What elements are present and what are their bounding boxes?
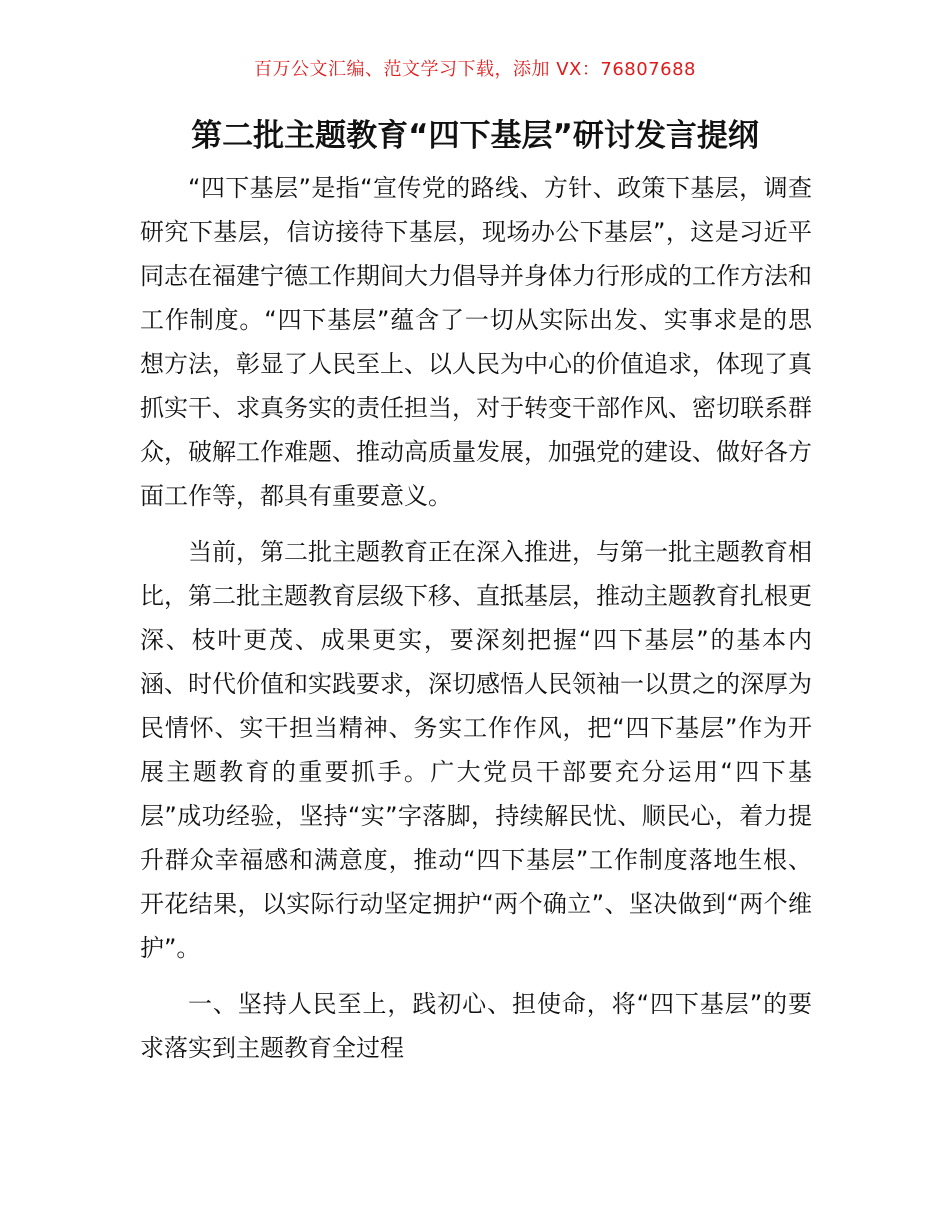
document-title: 第二批主题教育“四下基层”研讨发言提纲 (191, 118, 759, 154)
paragraph-context: 当前，第二批主题教育正在深入推进，与第一批主题教育相比，第二批主题教育层级下移、直抵基层，推动主题教育扎根更深、枝叶更茂、成果更实，要深刻把握“四下基层”的基本内涵、时代价值和实践要求，深切感悟人民领袖一以贯之的深厚为民情怀、实干担当精神、务实工作作风，把“四下基层”作为开展主题教育的重要抓手。广大党员干部要充分运用“四下基层”成功经验，坚持“实”字落脚，持续解民忧、顺民心，着力提升群众幸福感和满意度，推动“四下基层”工作制度落地生根、开花结果，以实际行动坚定拥护“两个确立”、坚决做到“两个维护”。 (140, 538, 812, 962)
paragraph-intro: “四下基层”是指“宣传党的路线、方针、政策下基层，调查研究下基层，信访接待下基层，现场办公下基层”，这是习近平同志在福建宁德工作期间大力倡导并身体力行形成的工作方法和工作制度。“四下基层”蕴含了一切从实际出发、实事求是的思想方法，彰显了人民至上、以人民为中心的价值追求，体现了真抓实干、求真务实的责任担当，对于转变干部作风、密切联系群众，破解工作难题、推动高质量发展，加强党的建设、做好各方面工作等，都具有重要意义。 (140, 174, 812, 510)
section-heading-1: 一、坚持人民至上，践初心、担使命，将“四下基层”的要求落实到主题教育全过程 (140, 990, 812, 1062)
watermark-header: 百万公文汇编、范文学习下载，添加 VX：76807688 (254, 59, 696, 80)
document-body (140, 166, 812, 1082)
